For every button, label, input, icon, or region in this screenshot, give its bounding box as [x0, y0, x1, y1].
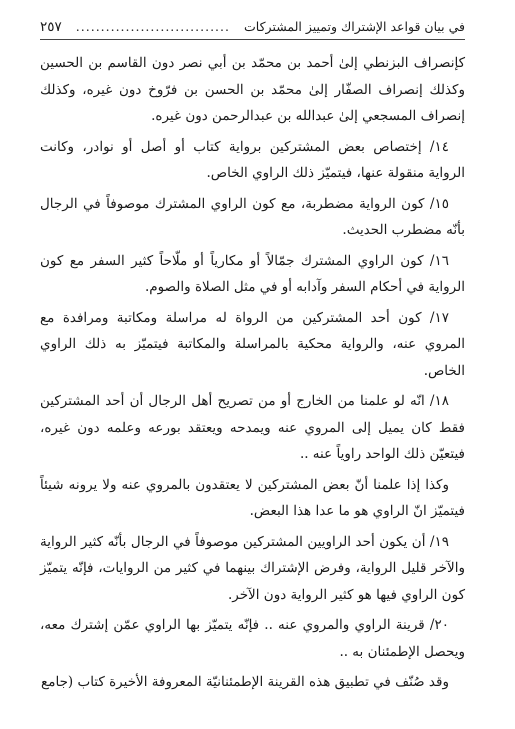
paragraph: ١٧/ كون أحد المشتركين من الرواة له مراسلة ومكاتبة ومرافدة مع المروي عنه، والرواية محكية بالمراسلة والمكاتبة فيتميّز به ذلك الراوي الخاص. [40, 309, 465, 379]
body-text [40, 50, 465, 696]
paragraph: كإنصراف البزنطي إلىٰ أحمد بن محمّد بن أبي نصر دون القاسم بن الحسين وكذلك إنصراف الصفّار إلىٰ محمّد بن الحسن بن فرّوخ دون غيره، وكذلك إنصراف المسجعي إلىٰ عبدالله بن عبدالرحمن دون غيره. [40, 55, 465, 124]
paragraph: ١٨/ انّه لو علمنا من الخارج أو من تصريح أهل الرجال أن أحد المشتركين فقط كان يميل إلى المروي عنه ويمدحه ويعتقد بورعه وعلمه دون غيره، فيتعيّن ذلك الواحد راوياً عنه .. [40, 393, 465, 462]
paragraph: ٢٠/ قرينة الراوي والمروي عنه .. فإنّه يتميّز بها الراوي عمّن إشترك معه، ويحصل الإطمئنان به .. [40, 617, 465, 660]
header-divider [40, 39, 465, 40]
paragraph: ١٩/ أن يكون أحد الراويين المشتركين موصوفاً في الرجال بأنّه كثير الرواية والآخر قليل الرواية، وفرض الإشتراك بينهما في كثير من الروايات، فإنّه يتميّز كون الراوي فيها هو كثير الرواية دون الآخر. [40, 533, 465, 603]
paragraph: ١٥/ كون الرواية مضطربة، مع كون الراوي المشترك موصوفاً في الرجال بأنّه مضطرب الحديث. [40, 195, 465, 238]
paragraph: وكذا إذا علمنا أنّ بعض المشتركين لا يعتقدون بالمروي عنه ولا يرونه شيئاً فيتميّز انّ الراوي هو ما عدا هذا البعض. [40, 476, 465, 519]
paragraph: ١٤/ إختصاص بعض المشتركين برواية كتاب أو أصل أو نوادر، وكانت الرواية منقولة عنها، فيتميّز ذلك الراوي الخاص. [40, 138, 465, 181]
running-title: في بيان قواعد الإشتراك وتمييز المشتركات [244, 19, 465, 34]
paragraph: ١٦/ كون الراوي المشترك جمّالاً أو مكارياً أو ملّاحاً كثير السفر مع كون الرواية في أحكام السفر وآدابه أو في مثل الصلاة والصوم. [40, 252, 465, 295]
leader-dots: ............................... [75, 19, 230, 34]
page-number: ٢٥٧ [40, 19, 62, 35]
running-header [40, 16, 465, 38]
paragraph: وقد صُنّف في تطبيق هذه القرينة الإطمئنانيّة المعروفة الأخيرة كتاب (جامع [41, 674, 449, 690]
